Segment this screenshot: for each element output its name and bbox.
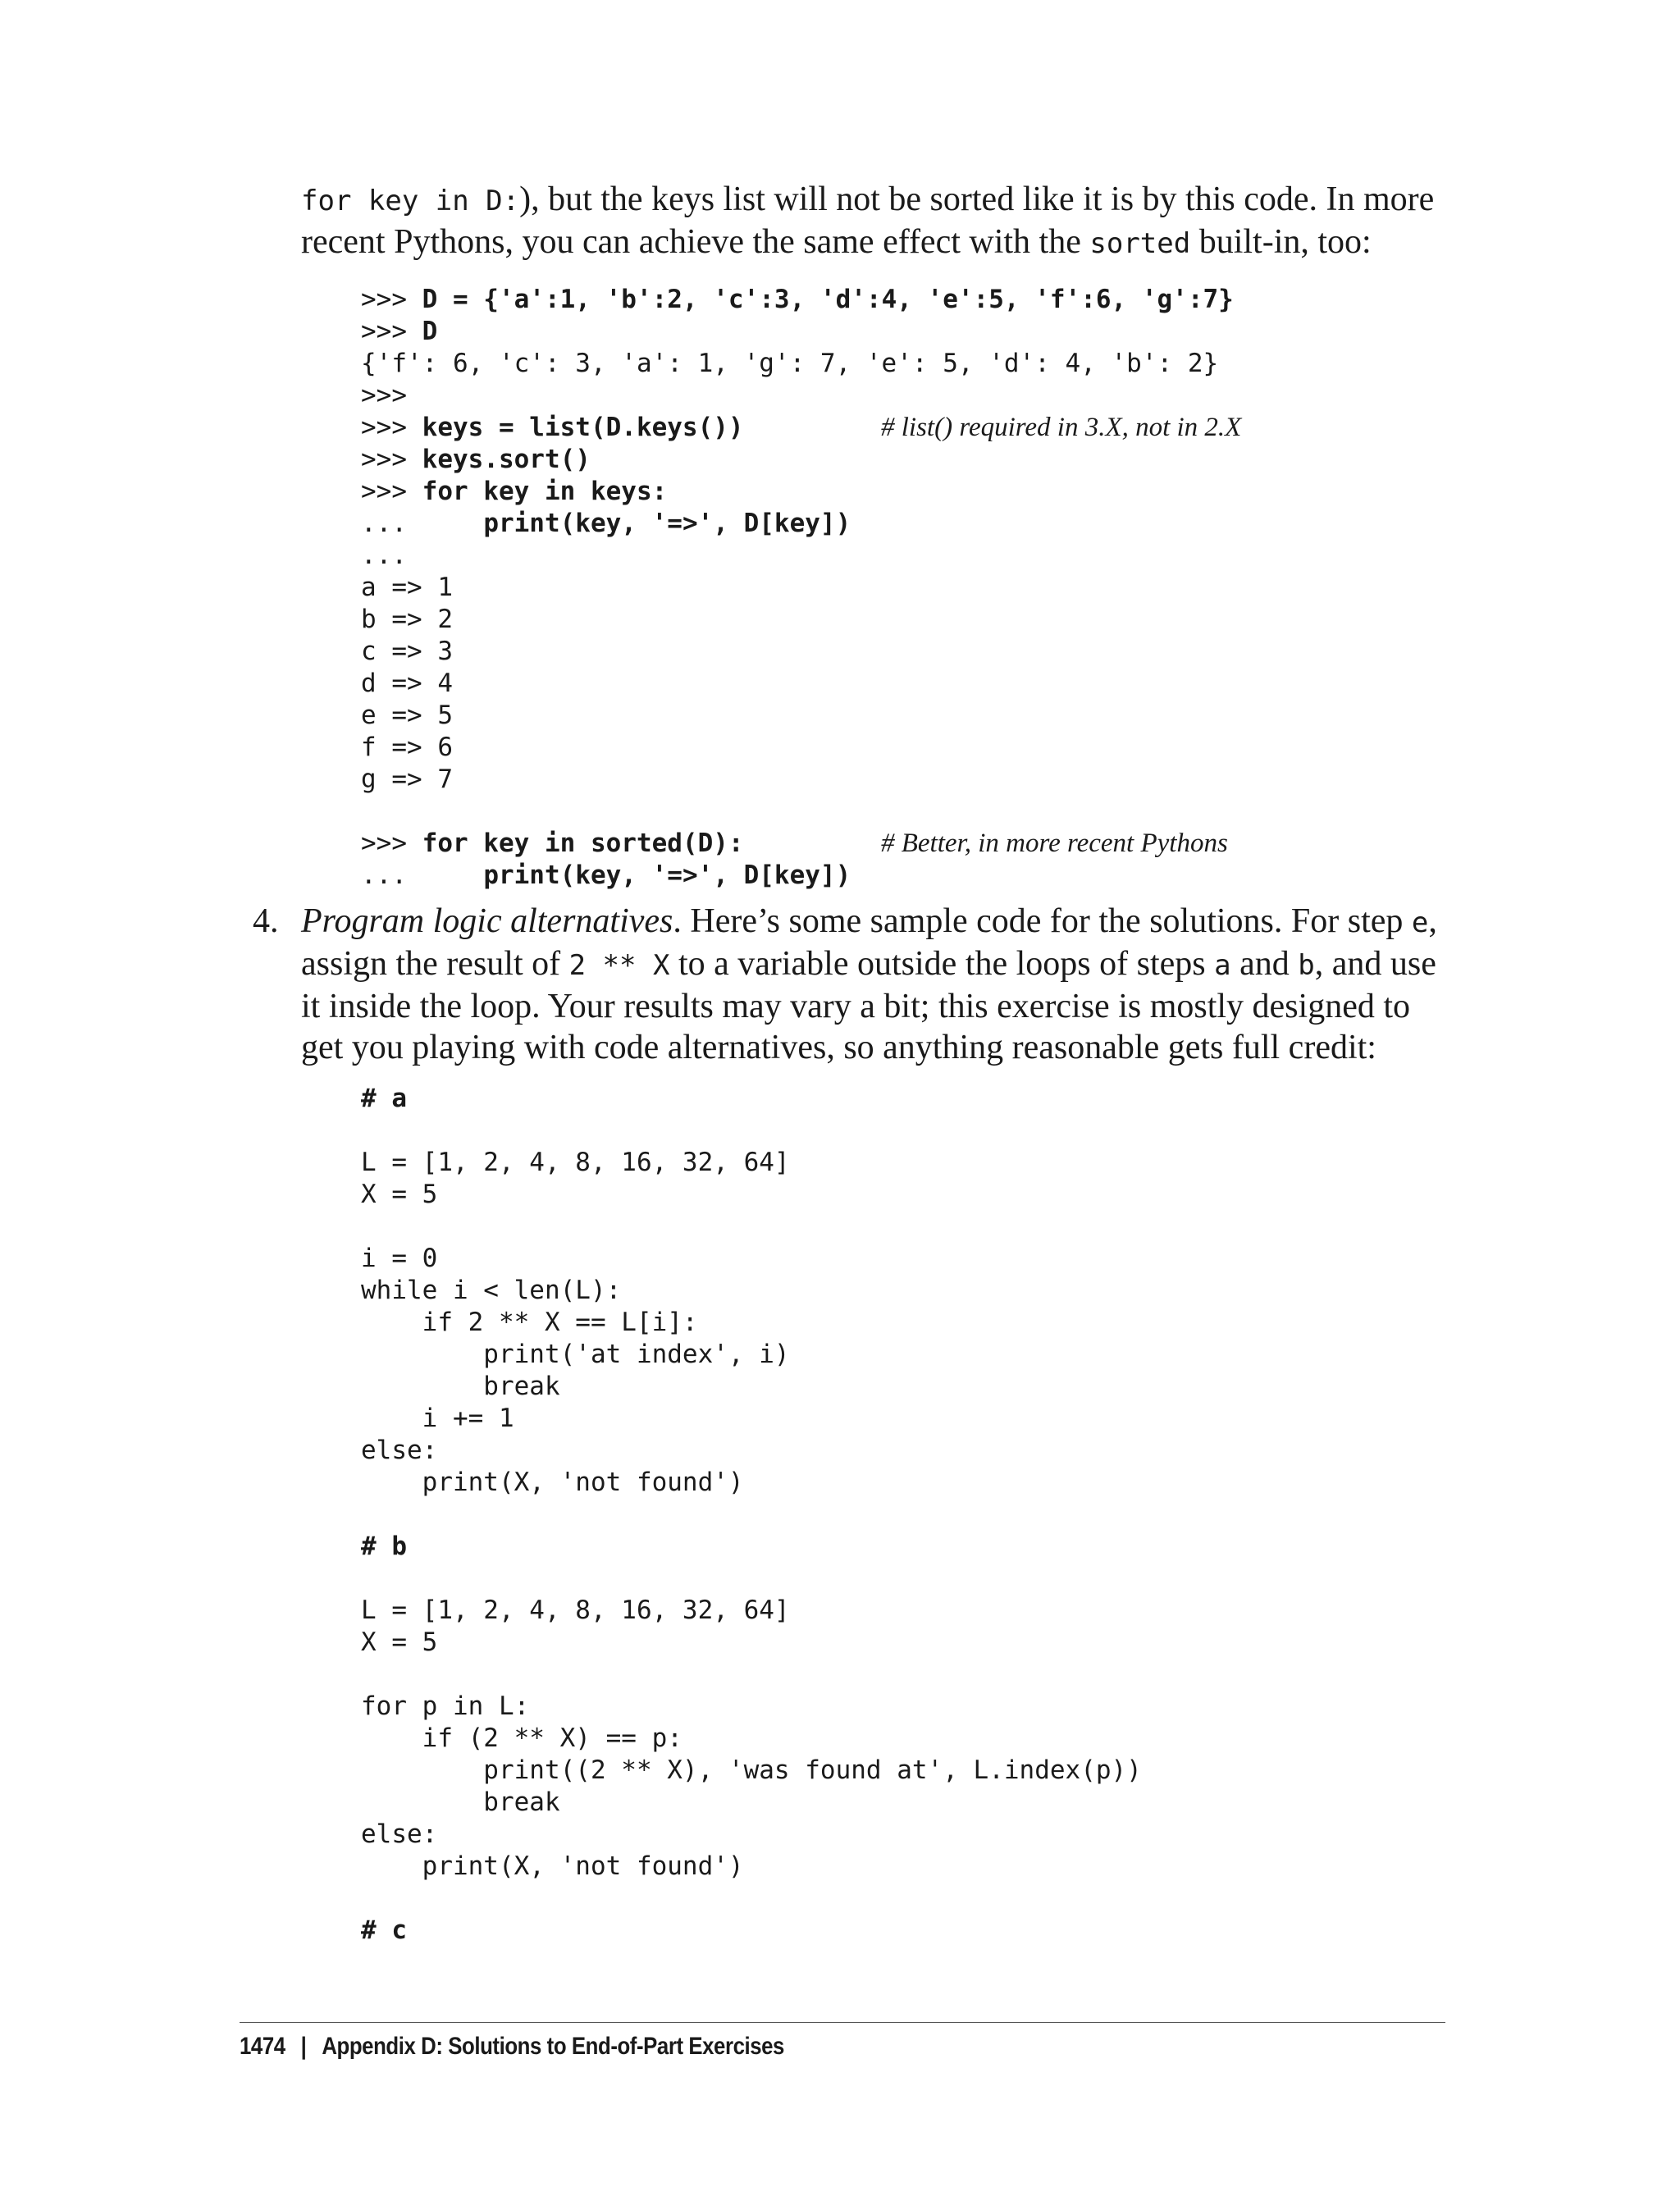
user-input-code: for key in keys: bbox=[422, 477, 668, 506]
inline-code: sorted bbox=[1089, 227, 1191, 260]
code-line: i = 0 bbox=[361, 1244, 438, 1273]
code-line: L = [1, 2, 4, 8, 16, 32, 64] bbox=[361, 1148, 790, 1177]
code-line bbox=[361, 540, 1234, 572]
intro-text: ), but the keys list will not be sorted like it is by this code. In more bbox=[519, 180, 1435, 218]
footer-rule bbox=[240, 2022, 1445, 2023]
code-line bbox=[361, 1211, 1142, 1243]
page-footer bbox=[240, 2033, 784, 2061]
code-line bbox=[361, 700, 1234, 732]
code-section-heading: # a bbox=[361, 1084, 407, 1113]
code-line bbox=[361, 828, 1234, 860]
code-line bbox=[361, 476, 1234, 508]
inline-code: b bbox=[1298, 949, 1315, 982]
code-line: if (2 ** X) == p: bbox=[361, 1723, 682, 1753]
user-input-code: keys = list(D.keys()) bbox=[422, 413, 744, 442]
prompt: >>> bbox=[361, 381, 407, 410]
item4-text: . Here’s some sample code for the solutions. For step bbox=[673, 902, 1412, 940]
prompt: >>> bbox=[361, 829, 422, 858]
code-line: for p in L: bbox=[361, 1691, 530, 1721]
code-block-dict-sort bbox=[361, 284, 1242, 892]
item4-paragraph bbox=[301, 901, 1445, 1068]
item4-title: Program logic alternatives bbox=[301, 902, 673, 940]
prompt: >>> bbox=[361, 477, 422, 506]
code-line: X = 5 bbox=[361, 1180, 438, 1209]
intro-paragraph bbox=[301, 179, 1445, 264]
code-line: print('at index', i) bbox=[361, 1340, 790, 1369]
prompt: >>> bbox=[361, 413, 422, 442]
item4-text: get you playing with code alternatives, so anything reasonable gets full credit: bbox=[301, 1029, 1376, 1066]
item4-text: , bbox=[1428, 902, 1437, 940]
code-line bbox=[361, 764, 1234, 796]
code-line bbox=[361, 860, 1234, 892]
item4-text: to a variable outside the loops of steps bbox=[669, 945, 1215, 983]
user-input-code: D bbox=[422, 317, 438, 346]
inline-code: for key in D: bbox=[301, 185, 520, 217]
code-line bbox=[361, 412, 1242, 444]
prompt: ... bbox=[361, 541, 407, 570]
code-line: print(X, 'not found') bbox=[361, 1468, 744, 1497]
code-line: print(X, 'not found') bbox=[361, 1851, 744, 1881]
code-line bbox=[361, 444, 1234, 476]
code-line bbox=[361, 732, 1234, 764]
code-line bbox=[361, 1659, 1142, 1691]
code-line bbox=[361, 1499, 1142, 1531]
intro-text: recent Pythons, you can achieve the same effect with the bbox=[301, 223, 1090, 261]
code-line bbox=[361, 604, 1234, 636]
inline-code: 2 ** X bbox=[568, 949, 670, 982]
user-input-code: print(key, '=>', D[key]) bbox=[483, 861, 851, 890]
inline-code: e bbox=[1411, 906, 1429, 939]
code-line: else: bbox=[361, 1819, 438, 1849]
item4-text: , and use bbox=[1314, 945, 1436, 983]
code-line: if 2 ** X == L[i]: bbox=[361, 1308, 698, 1337]
item4-text: it inside the loop. Your results may vary a bit; this exercise is mostly designed to bbox=[301, 988, 1411, 1025]
output-text: e => 5 bbox=[361, 701, 453, 730]
code-comment: # list() required in 3.X, not in 2.X bbox=[881, 413, 1242, 442]
code-line: while i < len(L): bbox=[361, 1276, 622, 1305]
code-comment: # Better, in more recent Pythons bbox=[881, 829, 1228, 858]
item4-text: assign the result of bbox=[301, 945, 569, 983]
output-text: f => 6 bbox=[361, 733, 453, 762]
code-line bbox=[361, 316, 1234, 348]
output-text: d => 4 bbox=[361, 669, 453, 698]
user-input-code: print(key, '=>', D[key]) bbox=[483, 509, 851, 538]
inline-code: a bbox=[1214, 949, 1231, 982]
code-line bbox=[361, 1883, 1142, 1915]
output-text: a => 1 bbox=[361, 573, 453, 602]
item4-text: and bbox=[1230, 945, 1299, 983]
code-line bbox=[361, 636, 1234, 668]
user-input-code: for key in sorted(D): bbox=[422, 829, 744, 858]
user-input-code: D = {'a':1, 'b':2, 'c':3, 'd':4, 'e':5, 'f':6, 'g':7} bbox=[422, 285, 1234, 314]
code-line bbox=[361, 284, 1234, 316]
user-input-code: keys.sort() bbox=[422, 445, 591, 474]
code-line: break bbox=[361, 1787, 560, 1817]
code-line bbox=[361, 348, 1234, 380]
code-line bbox=[361, 508, 1234, 540]
code-block-loop-alternatives bbox=[361, 1083, 1142, 1947]
prompt: >>> bbox=[361, 445, 422, 474]
page-number: 1474 bbox=[240, 2033, 285, 2060]
code-line bbox=[361, 796, 1234, 828]
code-line: i += 1 bbox=[361, 1404, 514, 1433]
code-line bbox=[361, 380, 1234, 412]
output-text: b => 2 bbox=[361, 605, 453, 634]
code-section-heading: # c bbox=[361, 1915, 407, 1945]
code-line: else: bbox=[361, 1436, 438, 1465]
code-line: break bbox=[361, 1372, 560, 1401]
intro-text: built-in, too: bbox=[1190, 223, 1372, 261]
chapter-title: Appendix D: Solutions to End-of-Part Exercises bbox=[322, 2033, 784, 2060]
output-text: {'f': 6, 'c': 3, 'a': 1, 'g': 7, 'e': 5, 'd': 4, 'b': 2} bbox=[361, 349, 1219, 378]
code-line bbox=[361, 572, 1234, 604]
output-text: c => 3 bbox=[361, 637, 453, 666]
prompt: >>> bbox=[361, 285, 422, 314]
list-item-number: 4. bbox=[253, 902, 279, 940]
code-line bbox=[361, 1563, 1142, 1595]
output-text: g => 7 bbox=[361, 765, 453, 794]
code-line: L = [1, 2, 4, 8, 16, 32, 64] bbox=[361, 1596, 790, 1625]
code-line: X = 5 bbox=[361, 1628, 438, 1657]
prompt: ... bbox=[361, 509, 484, 538]
footer-separator: | bbox=[300, 2033, 307, 2060]
code-line bbox=[361, 1115, 1142, 1147]
prompt: >>> bbox=[361, 317, 422, 346]
code-line bbox=[361, 668, 1234, 700]
code-section-heading: # b bbox=[361, 1532, 407, 1561]
prompt: ... bbox=[361, 861, 484, 890]
code-line: print((2 ** X), 'was found at', L.index(p)) bbox=[361, 1755, 1142, 1785]
